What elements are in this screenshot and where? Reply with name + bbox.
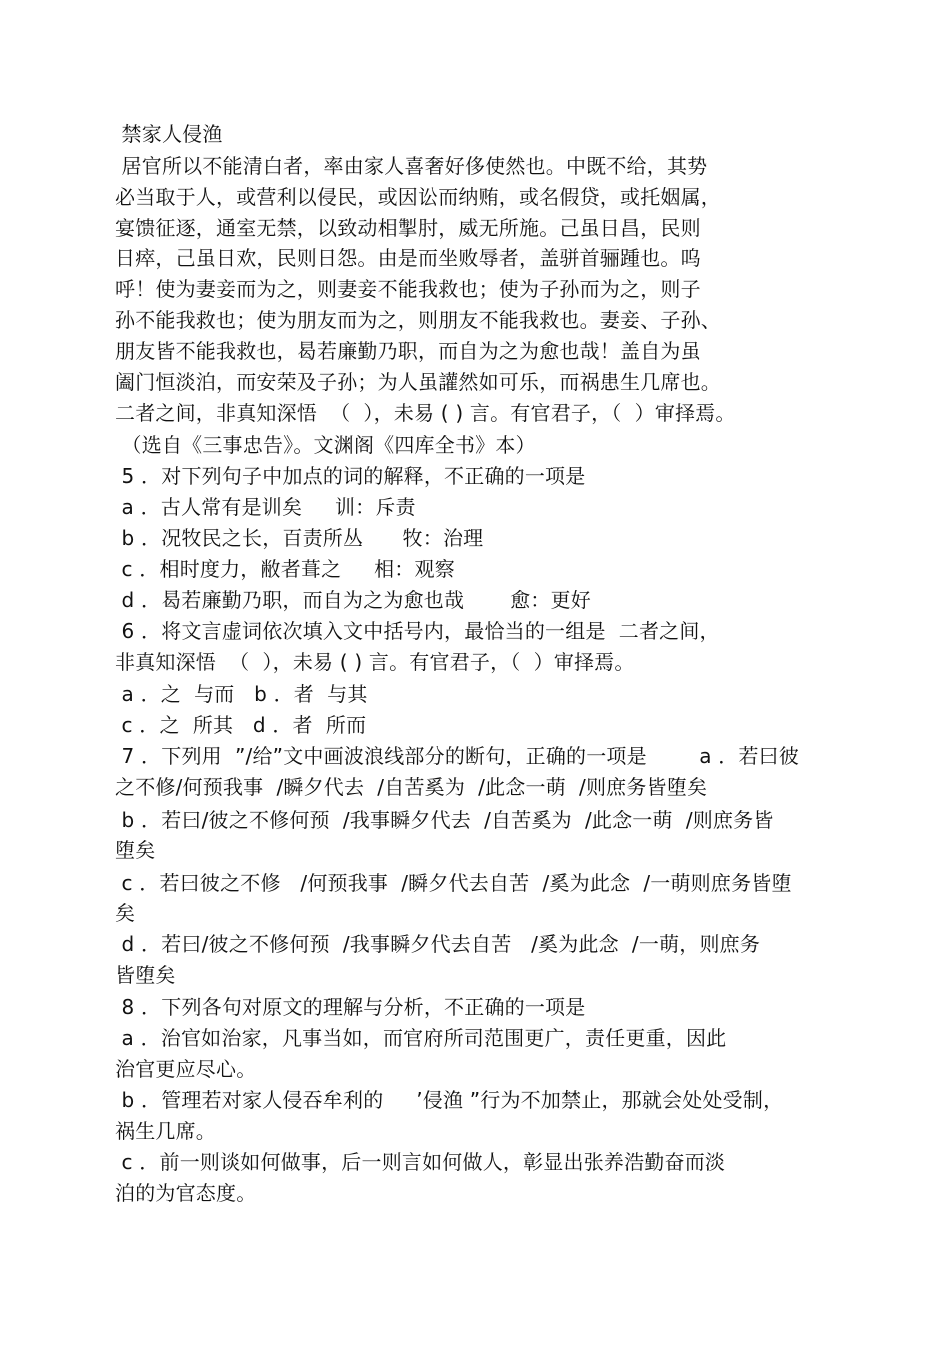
option-c: c ．前一则谈如何做事，后一则言如何做人，彰显出张养浩勤奋而淡	[115, 1150, 726, 1174]
text-line: 呼！使为妻妾而为之，则妻妾不能我救也；使为子孙而为之，则子	[115, 277, 701, 301]
text-line: 祸生几席。	[115, 1119, 216, 1143]
source-citation: （选自《三事忠告》。文渊阁《四库全书》本）	[115, 433, 536, 457]
question-6: 6 ．将文言虚词依次填入文中括号内，最恰当的一组是 二者之间，	[115, 619, 720, 643]
text-line: 堕矣	[115, 838, 156, 862]
text-line: 泊的为官态度。	[115, 1181, 257, 1205]
option-a: a ．治官如治家，凡事当如，而官府所司范围更广，责任更重，因此	[115, 1026, 727, 1050]
section-title: 禁家人侵渔	[115, 122, 223, 146]
text-line: 朋友皆不能我救也，曷若廉勤乃职，而自为之为愈也哉！盖自为虽	[115, 339, 701, 363]
question-8: 8 ．下列各句对原文的理解与分析，不正确的一项是	[115, 995, 586, 1019]
option-c: c ．若曰彼之不修 /何预我事 /瞬夕代去自苦 /奚为此念 /一萌则庶务皆堕	[115, 871, 792, 895]
option-d: d ．若曰/彼之不修何预 /我事瞬夕代去自苦 /奚为此念 /一萌，则庶务	[115, 932, 761, 956]
text-line: 皆堕矣	[115, 963, 176, 987]
option-ab: a ．之 与而 b ．者 与其	[115, 682, 368, 706]
option-a: a ．古人常有是训矣 训：斥责	[115, 495, 416, 519]
text-line: 居官所以不能清白者，率由家人喜奢好侈使然也。中既不给，其势	[115, 154, 708, 178]
text-line: 孙不能我救也；使为朋友而为之，则朋友不能我救也。妻妾、子孙、	[115, 308, 721, 332]
text-line: 非真知深悟 （ ），未易 ( ) 言。有官君子，（ ）审择焉。	[115, 650, 635, 674]
text-line: 必当取于人，或营利以侵民，或因讼而纳贿，或名假贷，或托姻属，	[115, 185, 721, 209]
question-5: 5 ．对下列句子中加点的词的解释，不正确的一项是	[115, 464, 586, 488]
text-line: 阖门恒淡泊，而安荣及子孙；为人虽讙然如可乐，而祸患生几席也。	[115, 370, 721, 394]
text-line: 矣	[115, 901, 136, 925]
option-cd: c ．之 所其 d ．者 所而	[115, 713, 367, 737]
text-line: 日瘁，己虽日欢，民则日怨。由是而坐败辱者，盖骈首骊踵也。呜	[115, 246, 701, 270]
option-b: b ．管理若对家人侵吞牟利的 ’侵渔 ”行为不加禁止，那就会处处受制，	[115, 1088, 784, 1112]
text-line: 治官更应尽心。	[115, 1057, 257, 1081]
text-line: 之不修/何预我事 /瞬夕代去 /自苦奚为 /此念一萌 /则庶务皆堕矣	[115, 775, 708, 799]
option-b: b ．况牧民之长，百责所丛 牧：治理	[115, 526, 484, 550]
option-c: c ．相时度力，敝者葺之 相：观察	[115, 557, 455, 581]
text-line: 宴馈征逐，通室无禁，以致动相掣肘，威无所施。己虽日昌，民则	[115, 216, 701, 240]
option-d: d ．曷若廉勤乃职，而自为之为愈也哉 愈：更好	[115, 588, 591, 612]
text-line: 二者之间，非真知深悟 （ ），未易 ( ) 言。有官君子，（ ）审择焉。	[115, 401, 736, 425]
question-7: 7 ．下列用 ”/给”文中画波浪线部分的断句，正确的一项是 a ．若曰彼	[115, 744, 800, 768]
option-b: b ．若曰/彼之不修何预 /我事瞬夕代去 /自苦奚为 /此念一萌 /则庶务皆	[115, 808, 774, 832]
